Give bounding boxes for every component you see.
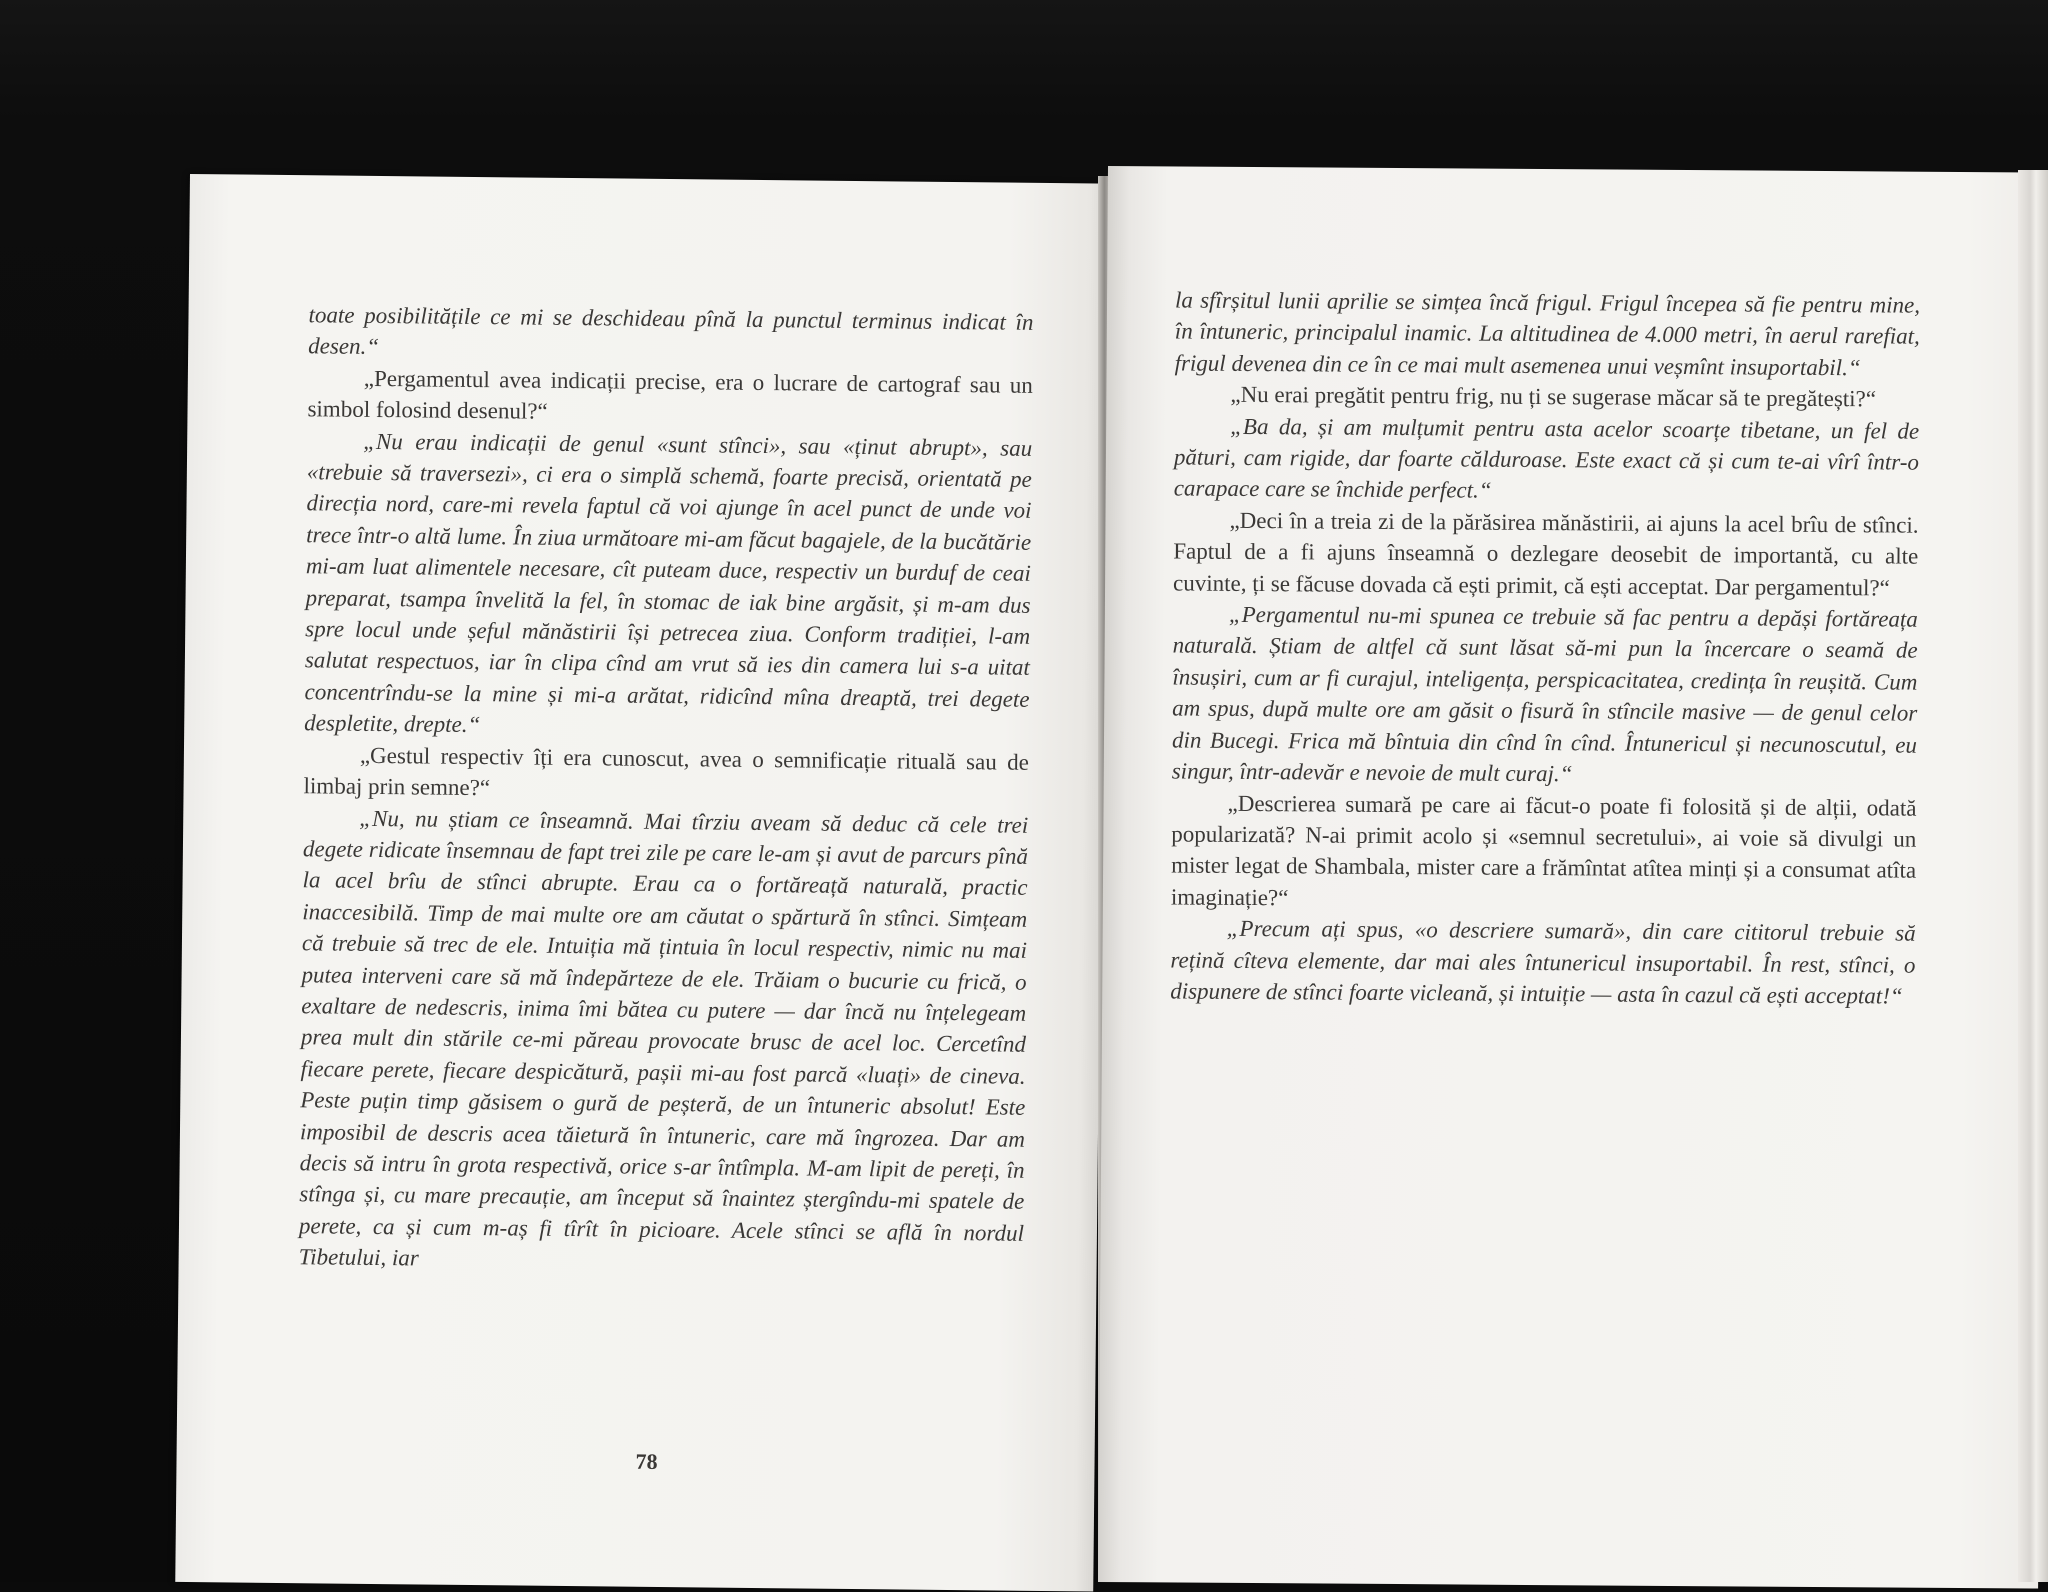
page-stack-edge <box>2018 170 2048 1582</box>
right-paragraph-5: „Pergamentul nu-mi spunea ce trebuie să fac pentru a depăși fortăreața naturală. Știam de altfel că sunt lăsat să-mi pun la încercare o seamă de însușiri, cum ar fi curajul, inteligența, perspicacitatea, credința în reușită. Cum am spus, după multe ore am găsit o fisură în stîncile masive — de genul celor din Bucegi. Frica mă bîntuia din cînd în cînd. Întunericul și necunoscutul, eu singur, într-adevăr e nevoie de mult curaj.“ <box>1171 601 1918 787</box>
left-paragraph-1: toate posibilitățile ce mi se deschideau pînă la punctul terminus indicat în desen.“ <box>308 302 1034 360</box>
right-paragraph-1: la sfîrșitul lunii aprilie se simțea încă frigul. Frigul începea să fie pentru mine, în întuneric, principalul inamic. La altitudinea de 4.000 metri, în aerul rarefiat, frigul devenea din ce în ce mai mult asemenea unui veșmînt insuportabil.“ <box>1174 287 1921 381</box>
right-paragraph-3: „Ba da, și am mulțumit pentru asta acelor scoarțe tibetane, un fel de pături, cam rigide, dar foarte călduroase. Este exact că și cum te-ai vîrî într-o carapace care se închide perfect.“ <box>1173 413 1920 504</box>
left-page <box>175 174 1108 1592</box>
left-paragraph-2: „Pergamentul avea indicații precise, era o lucrare de cartograf sau un simbol folosind desenul?“ <box>307 365 1033 424</box>
left-paragraph-4: „Gestul respectiv îți era cunoscut, avea o semnificație rituală sau de limbaj prin semne?“ <box>303 742 1030 801</box>
right-paragraph-2: „Nu erai pregătit pentru frig, nu ți se sugerase măcar să te pregătești?“ <box>1230 382 1877 412</box>
right-paragraph-4: „Deci în a treia zi de la părăsirea mănăstirii, ai ajuns la acel brîu de stînci. Faptul de a fi ajuns înseamnă o dezlegare deosebit de importantă, cu alte cuvinte, ți se făcuse dovada că ești primit, că ești acceptat. Dar pergamentul?“ <box>1173 507 1919 601</box>
left-page-text <box>298 299 1033 1280</box>
right-page <box>1098 166 2048 1589</box>
page-number: 78 <box>635 1448 658 1474</box>
right-paragraph-6: „Descrierea sumară pe care ai făcut-o poate fi folosită și de alții, odată popularizată? N-ai primit acolo și «semnul secretului», ai voie să divulgi un mister legat de Shambala, mister care a frămîntat atîtea minți și a consumat atîta imaginație?“ <box>1170 790 1917 910</box>
left-paragraph-5: „Nu, nu știam ce înseamnă. Mai tîrziu aveam să deduc că cele trei degete ridicate însemnau de fapt trei zile pe care le-am și avut de parcurs pînă la acel brîu de stînci abrupte. Erau ca o fortăreață naturală, practic inaccesibilă. Timp de mai multe ore am căutat o spărtură în stînci. Simțeam că trebuie să trec de ele. Intuiția mă țintuia în locul respectiv, nimic nu mai putea interveni care să mă îndepărteze de ele. Trăiam o bucurie cu frică, o exaltare de nedescris, inima îmi bătea cu putere — dar încă nu înțelegeam prea mult din stările ce-mi păreau provocate brusc de acel loc. Cercetînd fiecare perete, fiecare despicătură, pașii mi-au fost parcă «luați» de cineva. Peste puțin timp găsisem o gură de peșteră, de un întuneric absolut! Este imposibil de descris acea tăietură în întuneric, care mă îngrozea. Dar am decis să intru în grota respectivă, orice s-ar întîmpla. M-am lipit de pereți, în stînga și, cu mare precauție, am început să înaintez ștergîndu-mi spatele de perete, ca și cum m-aș fi tîrît în picioare. Acele stînci se află în nordul Tibetului, iar <box>298 805 1029 1271</box>
right-paragraph-7: „Precum ați spus, «o descriere sumară», din care cititorul trebuie să rețină cîteva elemente, dar mai ales întunericul insuportabil. În rest, stînci, o dispunere de stînci foarte vicleană, și intuiție — asta în cazul că ești acceptat!“ <box>1170 915 1916 1009</box>
left-paragraph-3: „Nu erau indicații de genul «sunt stînci», sau «ținut abrupt», sau «trebuie să traversezi», ci era o simplă schemă, foarte precisă, orientată pe direcția nord, care-mi revela faptul că voi ajunge în acel punct de unde voi trece într-o altă lume. În ziua următoare mi-am făcut bagajele, de la bucătărie mi-am luat alimentele necesare, cît puteam duce, respectiv un burduf de ceai preparat, tsampa învelită la fel, în stomac de iak bine argăsit, și m-am dus spre locul unde șeful mănăstirii își petrecea ziua. Conform tradiției, l-am salutat respectuos, iar în clipa cînd am vrut să ies din camera lui s-a uitat concentrîndu-se la mine și mi-a arătat, ridicînd mîna dreaptă, trei degete despletite, drepte.“ <box>304 428 1033 738</box>
right-page-text <box>1170 284 1920 1012</box>
